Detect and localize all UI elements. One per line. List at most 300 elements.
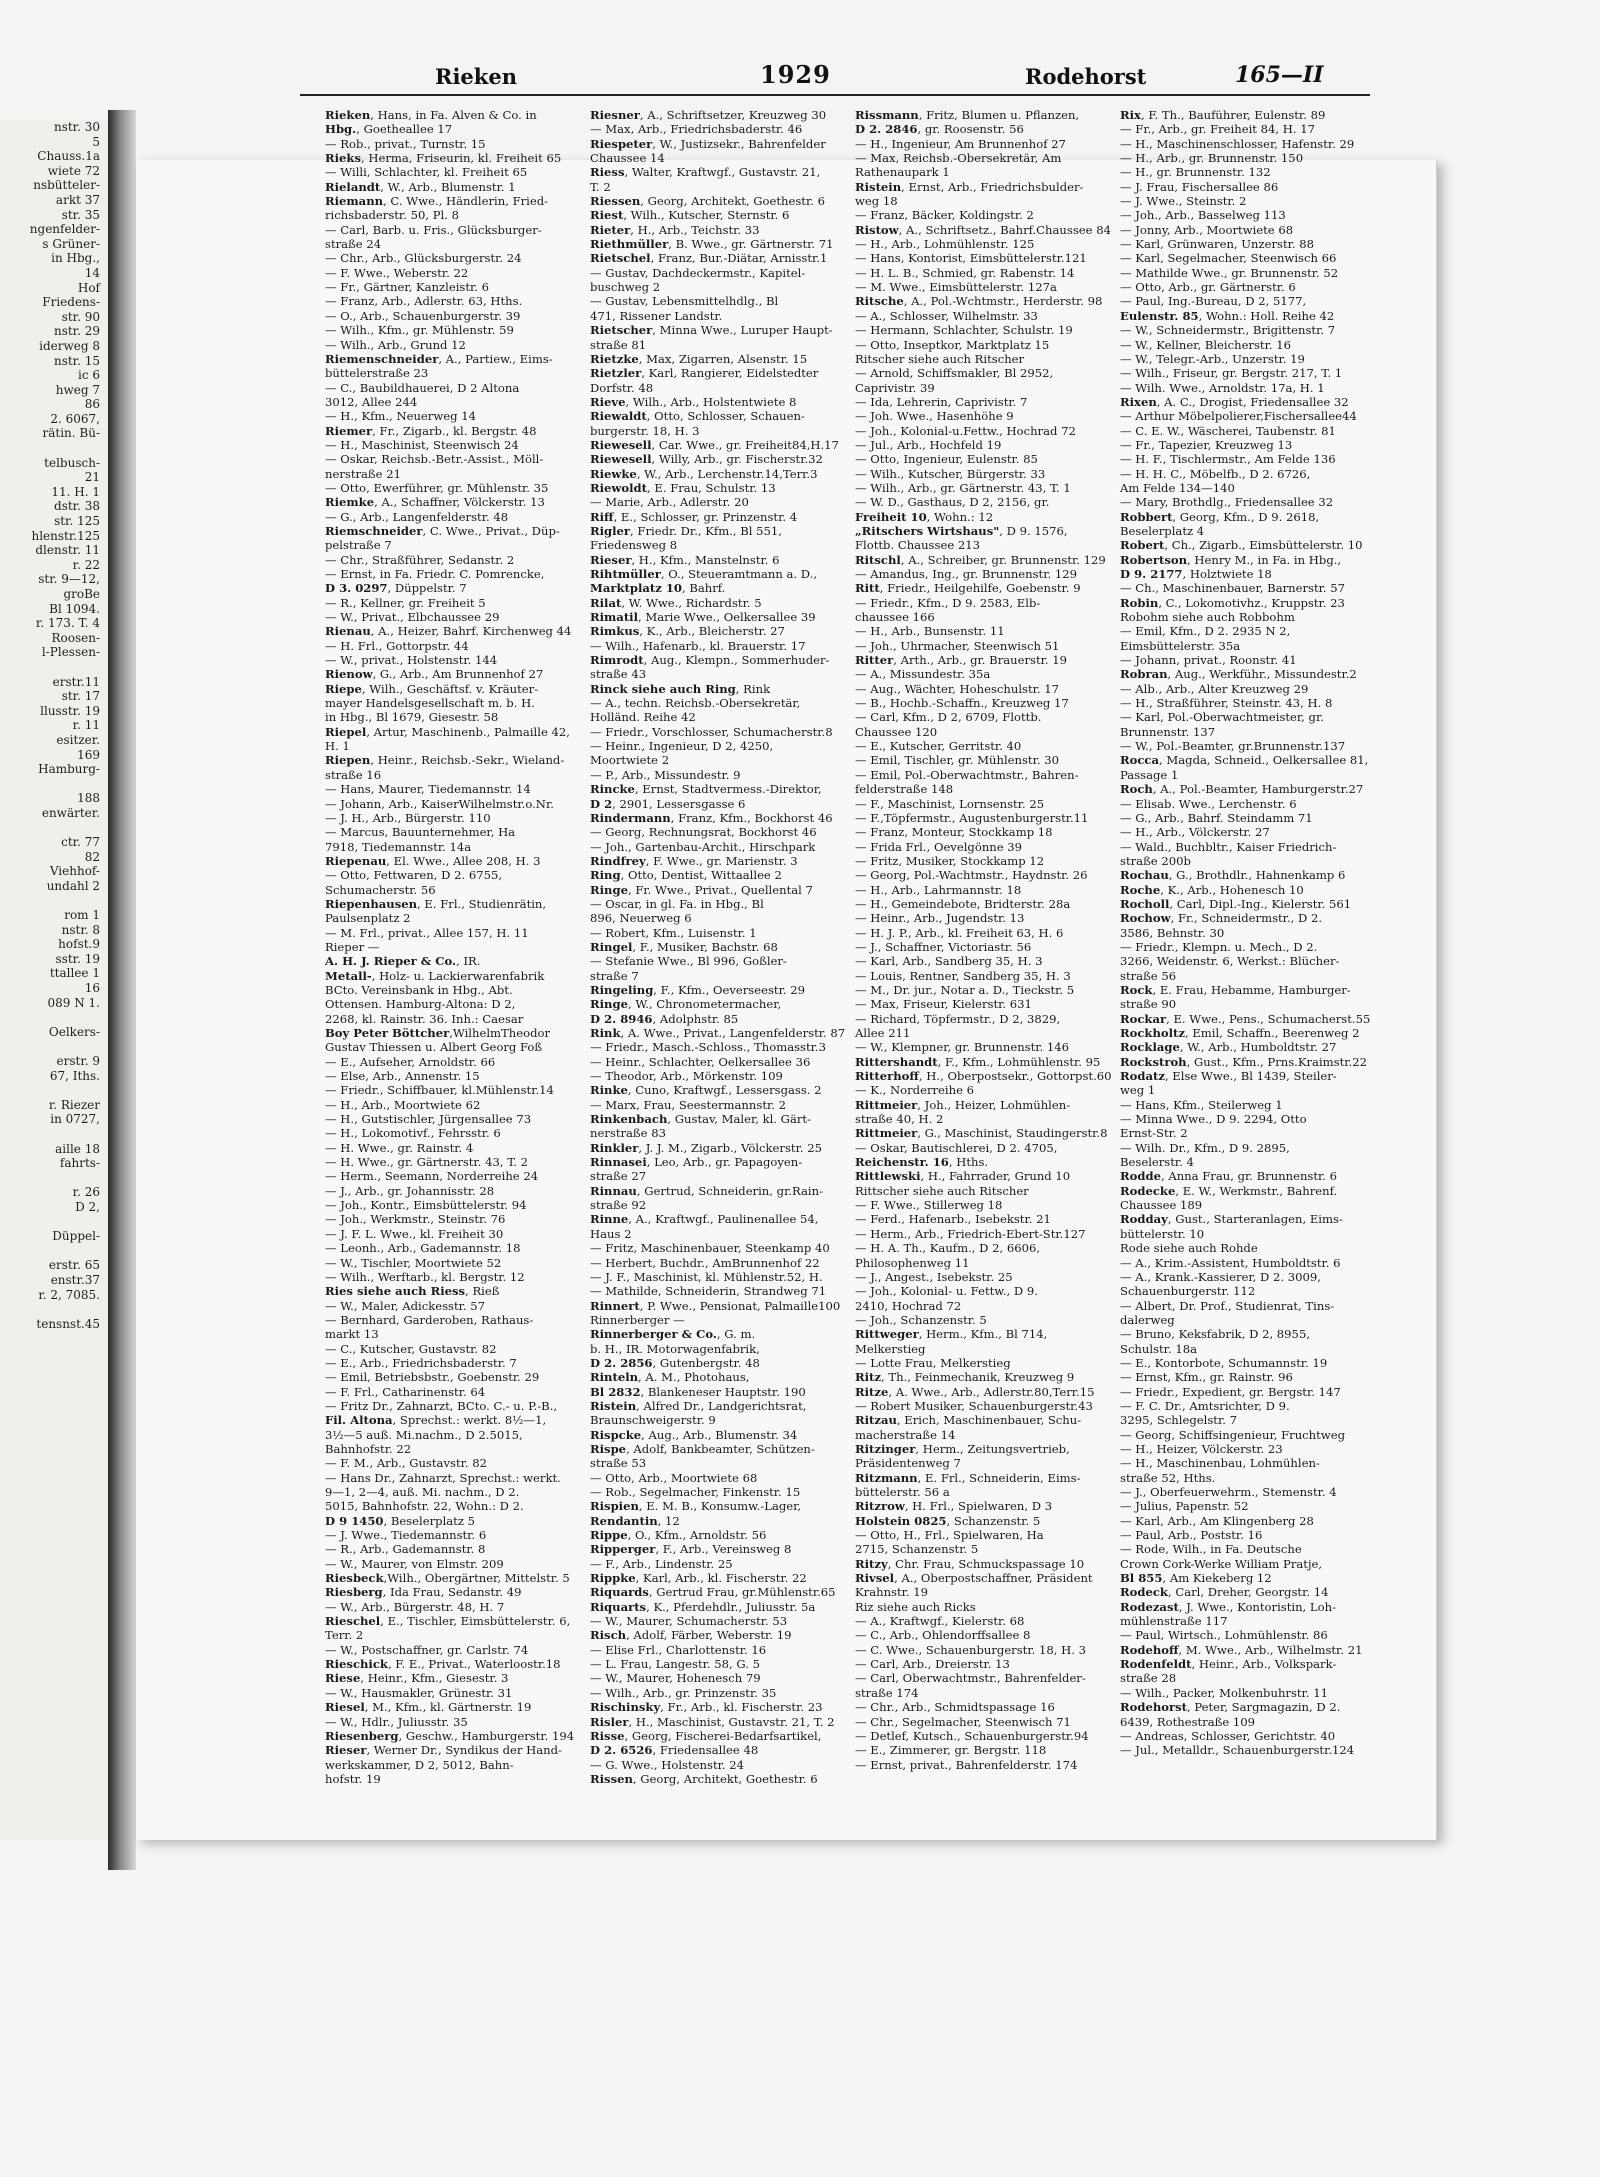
directory-entry: Allee 211 [855, 1026, 911, 1040]
directory-entry: Roch, A., Pol.-Beamter, Hamburgerstr.27 [1120, 782, 1364, 797]
directory-entry: Boy Peter Böttcher,WilhelmTheodor [325, 1026, 551, 1040]
directory-entry: — Marie, Arb., Adlerstr. 20 [590, 495, 749, 510]
directory-entry: — W., Pol.-Beamter, gr.Brunnenstr.137 [1120, 739, 1346, 754]
left-page-fragment: 2. 6067, [50, 411, 100, 426]
directory-entry: Riesner, A., Schriftsetzer, Kreuzweg 30 [590, 108, 827, 122]
directory-entry: straße 81 [590, 337, 647, 352]
directory-entry: Riz siehe auch Ricks [855, 1599, 976, 1614]
directory-entry: — Bruno, Keksfabrik, D 2, 8955, [1120, 1327, 1311, 1342]
directory-entry: — Joh. Wwe., Hasenhöhe 9 [855, 409, 1014, 424]
directory-entry: — Friedr., Expedient, gr. Bergstr. 147 [1120, 1384, 1341, 1399]
directory-entry: — J., Angest., Isebekstr. 25 [855, 1269, 1013, 1284]
directory-entry: 7918, Tiedemannstr. 14a [325, 839, 472, 854]
directory-entry: — Richard, Töpfermstr., D 2, 3829, [855, 1011, 1061, 1026]
left-page-fragment: Bl 1094. [49, 601, 100, 616]
directory-entry: Rieser, Werner Dr., Syndikus der Hand- [325, 1743, 562, 1758]
directory-entry: — Franz, Bäcker, Koldingstr. 2 [855, 208, 1034, 223]
directory-entry: — Joh., Schanzenstr. 5 [855, 1312, 987, 1327]
directory-entry: Reichenstr. 16, Hths. [855, 1155, 989, 1170]
directory-entry: — Fritz, Maschinenbauer, Steenkamp 40 [590, 1241, 830, 1256]
directory-entry: — C. Wwe., Schauenburgerstr. 18, H. 3 [855, 1642, 1086, 1657]
directory-entry: Dorfstr. 48 [590, 380, 654, 395]
directory-entry: Rockholtz, Emil, Schaffn., Beerenweg 2 [1120, 1026, 1360, 1040]
directory-entry: Rieser, H., Kfm., Manstelnstr. 6 [590, 552, 780, 567]
left-page-fragment: fahrts- [59, 1156, 100, 1171]
directory-entry: — W., Maurer, Schumacherstr. 53 [590, 1614, 788, 1629]
directory-entry: Rix, F. Th., Bauführer, Eulenstr. 89 [1120, 108, 1326, 122]
directory-entry: Ritsche, A., Pol.-Wchtmstr., Herderstr. 98 [855, 294, 1103, 309]
directory-entry: — Carl, Kfm., D 2, 6709, Flottb. [855, 710, 1042, 725]
directory-entry: Rietschel, Franz, Bur.-Diätar, Arnisstr.1 [590, 251, 828, 266]
directory-entry: — E., Aufseher, Arnoldstr. 66 [325, 1054, 496, 1069]
directory-entry: — H. Wwe., gr. Rainstr. 4 [325, 1140, 474, 1155]
directory-entry: — H., Arb., Lohmühlenstr. 125 [855, 237, 1035, 252]
left-page-fragment: Oelkers- [48, 1024, 100, 1039]
left-page-fragment: str. 35 [61, 207, 100, 222]
directory-entry: A. H. J. Rieper & Co., IR. [325, 954, 481, 969]
directory-entry: — A., Krim.-Assistent, Humboldtstr. 6 [1120, 1255, 1341, 1270]
directory-entry: — E., Zimmerer, gr. Bergstr. 118 [855, 1743, 1047, 1758]
directory-entry: — Wilh., Kutscher, Bürgerstr. 33 [855, 466, 1046, 481]
directory-entry: 3½—5 auß. Mi.nachm., D 2.5015, [325, 1427, 523, 1442]
directory-entry: — H., Heizer, Völckerstr. 23 [1120, 1441, 1283, 1456]
directory-entry: — Fritz Dr., Zahnarzt, BCto. C.- u. P.-B., [325, 1398, 558, 1413]
left-page-fragment [0, 1171, 108, 1186]
left-page-fragment [0, 660, 108, 675]
directory-entry: — Emil, Betriebsbstr., Goebenstr. 29 [325, 1370, 540, 1385]
left-page-fragment [0, 1083, 108, 1098]
directory-entry: — Mathilde Wwe., gr. Brunnenstr. 52 [1120, 265, 1339, 280]
directory-entry: Riemenschneider, A., Partiew., Eims- [325, 351, 553, 366]
directory-entry: — Hans, Kfm., Steilerweg 1 [1120, 1097, 1283, 1112]
directory-entry: — H., Arb., Völckerstr. 27 [1120, 825, 1270, 840]
directory-entry: — Max, Arb., Friedrichsbaderstr. 46 [590, 122, 803, 137]
directory-entry: Riespeter, W., Justizsekr., Bahrenfelder [590, 136, 826, 151]
directory-entry: — Mathilde, Schneiderin, Strandweg 71 [590, 1284, 827, 1299]
directory-entry: Rienow, G., Arb., Am Brunnenhof 27 [325, 667, 544, 682]
directory-entry: — W., privat., Holstenstr. 144 [325, 653, 498, 668]
left-page-fragment: wiete 72 [47, 163, 100, 178]
directory-entry: — Oskar, Bautischlerei, D 2. 4705, [855, 1140, 1058, 1155]
directory-entry: — Frida Frl., Oevelgönne 39 [855, 839, 1023, 854]
left-page-fragment: nstr. 29 [53, 324, 100, 339]
directory-entry: Schumacherstr. 56 [325, 882, 436, 897]
left-page-fragment [0, 777, 108, 792]
directory-entry: — Max, Reichsb.-Obersekretär, Am [855, 151, 1062, 166]
left-page-fragment: ttallee 1 [49, 966, 100, 981]
directory-entry: Rode siehe auch Rohde [1120, 1241, 1258, 1256]
directory-entry: Riemann, C. Wwe., Händlerin, Fried- [325, 194, 549, 209]
directory-entry: Rochau, G., Brothdlr., Hahnenkamp 6 [1120, 868, 1346, 883]
directory-entry: burgerstr. 18, H. 3 [590, 423, 700, 438]
left-page-fragment: 14 [84, 265, 100, 280]
directory-entry: Rodehoff, M. Wwe., Arb., Wilhelmstr. 21 [1120, 1642, 1363, 1657]
directory-entry: Rockstroh, Gust., Kfm., Prns.Kraimstr.22 [1120, 1054, 1367, 1069]
directory-entry: Rinnau, Gertrud, Schneiderin, gr.Rain- [590, 1183, 824, 1198]
left-page-fragment: r. 26 [72, 1185, 100, 1200]
directory-entry: Hbg., Goetheallee 17 [325, 122, 453, 137]
directory-entry: Rodatz, Else Wwe., Bl 1439, Steiler- [1120, 1069, 1337, 1084]
directory-entry: Ringeling, F., Kfm., Oeverseestr. 29 [590, 982, 805, 997]
directory-entry: — W., Tischler, Moortwiete 52 [325, 1255, 502, 1270]
directory-entry: — J. F., Maschinist, kl. Mühlenstr.52, H. [590, 1269, 823, 1284]
directory-entry: — W., Klempner, gr. Brunnenstr. 146 [855, 1040, 1070, 1055]
directory-entry: — Johann, Arb., KaiserWilhelmstr.o.Nr. [325, 796, 554, 811]
directory-entry: — J., Arb., gr. Johannisstr. 28 [325, 1183, 495, 1198]
directory-entry: Rissen, Georg, Architekt, Goethestr. 6 [590, 1771, 818, 1786]
directory-entry: — G., Arb., Bahrf. Steindamm 71 [1120, 810, 1313, 825]
directory-entry: Rodenfeldt, Heinr., Arb., Volkspark- [1120, 1657, 1337, 1672]
directory-entry: Philosophenweg 11 [855, 1255, 970, 1270]
directory-entry: 5015, Bahnhofstr. 22, Wohn.: D 2. [325, 1499, 524, 1514]
left-page-fragment: 16 [84, 981, 100, 996]
directory-entry: — Ferd., Hafenarb., Isebekstr. 21 [855, 1212, 1051, 1227]
directory-entry: Ritzrow, H. Frl., Spielwaren, D 3 [855, 1499, 1053, 1514]
left-page-fragment: s Grüner- [42, 236, 100, 251]
left-page-fragment: Chauss.1a [37, 149, 100, 164]
directory-entry: — Ernst, Kfm., gr. Rainstr. 96 [1120, 1370, 1293, 1385]
directory-entry: — F., Arb., Lindenstr. 25 [590, 1556, 733, 1571]
left-page-fragment: 86 [84, 397, 100, 412]
left-page-fragment: Hamburg- [38, 762, 100, 777]
left-page-fragment [0, 1010, 108, 1025]
directory-entry: Robert, Ch., Zigarb., Eimsbüttelerstr. 10 [1120, 538, 1363, 553]
directory-entry: Brunnenstr. 137 [1120, 724, 1216, 739]
directory-entry: Am Felde 134—140 [1120, 480, 1235, 495]
left-page-fragment: sstr. 19 [55, 951, 100, 966]
directory-entry: — H., Maschinist, Steenwisch 24 [325, 437, 519, 452]
directory-entry: — R., Arb., Gademannstr. 8 [325, 1542, 486, 1557]
directory-entry: Riethmüller, B. Wwe., gr. Gärtnerstr. 71 [590, 237, 834, 252]
directory-entry: dalerweg [1120, 1312, 1175, 1327]
directory-entry: Riepen, Heinr., Reichsb.-Sekr., Wieland- [325, 753, 565, 768]
directory-entry: — Marcus, Bauunternehmer, Ha [325, 825, 516, 840]
directory-entry: — Friedr., Vorschlosser, Schumacherstr.8 [590, 724, 833, 739]
directory-entry: Rodday, Gust., Starteranlagen, Eims- [1120, 1212, 1343, 1227]
directory-entry: Ringe, Fr. Wwe., Privat., Quellental 7 [590, 882, 813, 897]
directory-entry: — H., Gemeindebote, Bridterstr. 28a [855, 896, 1071, 911]
left-page-fragment: r. 2, 7085. [38, 1287, 100, 1302]
left-page-fragment: llusstr. 19 [40, 703, 100, 718]
directory-entry: Rixen, A. C., Drogist, Friedensallee 32 [1120, 394, 1349, 409]
directory-entry: — Wilh., Arb., gr. Gärtnerstr. 43, T. 1 [855, 480, 1071, 495]
directory-entry: — Wilh., Packer, Molkenbuhrstr. 11 [1120, 1685, 1328, 1700]
directory-entry: — H., Lokomotivf., Fehrsstr. 6 [325, 1126, 501, 1141]
directory-entry: Eimsbüttelerstr. 35a [1120, 638, 1241, 653]
directory-entry: Terr. 2 [325, 1628, 364, 1643]
left-page-fragment [0, 441, 108, 456]
directory-entry: Rathenaupark 1 [855, 165, 950, 180]
directory-entry: Chaussee 189 [1120, 1198, 1203, 1213]
directory-entry: — Arthur Möbelpolierer,Fischersallee44 [1120, 409, 1357, 424]
directory-entry: Rendantin, 12 [590, 1513, 680, 1528]
directory-entry: — H., Gutstischler, Jürgensallee 73 [325, 1112, 532, 1127]
directory-entry: Rindfrey, F. Wwe., gr. Marienstr. 3 [590, 853, 798, 868]
directory-entry: Rinnasei, Leo, Arb., gr. Papagoyen- [590, 1155, 803, 1170]
directory-entry: — H., Arb., Lahrmannstr. 18 [855, 882, 1022, 897]
directory-entry: mühlenstraße 117 [1120, 1614, 1228, 1629]
directory-entry: — Carl, Arb., Dreierstr. 13 [855, 1657, 1010, 1672]
directory-entry: Rocklage, W., Arb., Humboldtstr. 27 [1120, 1040, 1337, 1055]
directory-entry: — Bernhard, Garderoben, Rathaus- [325, 1312, 534, 1327]
directory-entry: — W., Postschaffner, gr. Carlstr. 74 [325, 1642, 529, 1657]
directory-entry: — Carl, Oberwachtmstr., Bahrenfelder- [855, 1671, 1086, 1686]
directory-entry: — Joh., Kolonial-u.Fettw., Hochrad 72 [855, 423, 1076, 438]
directory-entry: — J. Wwe., Steinstr. 2 [1120, 194, 1247, 209]
directory-entry: Ritzau, Erich, Maschinenbauer, Schu- [855, 1413, 1082, 1428]
directory-entry: Rietzler, Karl, Rangierer, Eidelstedter [590, 366, 819, 381]
left-page-fragment: Viehhof- [49, 864, 100, 879]
directory-entry: Rodde, Anna Frau, gr. Brunnenstr. 6 [1120, 1169, 1338, 1184]
directory-entry: Robran, Aug., Werkführ., Missundestr.2 [1120, 667, 1357, 682]
directory-entry: — Karl, Arb., Am Klingenberg 28 [1120, 1513, 1314, 1528]
directory-entry: — Minna Wwe., D 9. 2294, Otto [1120, 1112, 1307, 1127]
directory-entry: — Ernst, in Fa. Friedr. C. Pomrencke, [325, 567, 545, 581]
directory-entry: Rispcke, Aug., Arb., Blumenstr. 34 [590, 1427, 798, 1442]
directory-entry: — H. H. C., Möbelfb., D 2. 6726, [1120, 466, 1311, 481]
directory-entry: — H. L. B., Schmied, gr. Rabenstr. 14 [855, 265, 1075, 280]
directory-entry: nerstraße 21 [325, 466, 401, 481]
directory-entry: Riesbeck,Wilh., Obergärtner, Mittelstr. 5 [325, 1571, 570, 1586]
directory-entry: 471, Rissener Landstr. [590, 308, 723, 323]
directory-entry: straße 27 [590, 1169, 647, 1184]
directory-entry: Eulenstr. 85, Wohn.: Holl. Reihe 42 [1120, 308, 1335, 323]
directory-entry: Ritz, Th., Feinmechanik, Kreuzweg 9 [855, 1370, 1075, 1385]
directory-entry: hofstr. 19 [325, 1771, 381, 1786]
left-page-fragment: hweg 7 [55, 382, 100, 397]
directory-entry: — Emil, Tischler, gr. Mühlenstr. 30 [855, 753, 1059, 768]
directory-entry: Riemschneider, C. Wwe., Privat., Düp- [325, 523, 560, 538]
directory-entry: Ottensen. Hamburg-Altona: D 2, [325, 997, 516, 1012]
directory-entry: — Karl, Grünwaren, Unzerstr. 88 [1120, 237, 1315, 252]
header-first-name: Rieken [435, 64, 517, 89]
directory-entry: — Joh., Werkmstr., Steinstr. 76 [325, 1212, 506, 1227]
directory-entry: Rodeck, Carl, Dreher, Georgstr. 14 [1120, 1585, 1329, 1600]
directory-entry: Marktplatz 10, Bahrf. [590, 581, 726, 596]
directory-entry: Rinke, Cuno, Kraftwgf., Lessersgass. 2 [590, 1083, 822, 1098]
directory-entry: — Aug., Wächter, Hoheschulstr. 17 [855, 681, 1060, 696]
directory-entry: Ritze, A. Wwe., Arb., Adlerstr.80,Terr.15 [855, 1384, 1095, 1399]
directory-entry: — Max, Friseur, Kielerstr. 631 [855, 997, 1032, 1012]
left-page-fragment: arkt 37 [55, 192, 100, 207]
left-page-fragment: undahl 2 [46, 878, 100, 893]
left-page-fragment [0, 893, 108, 908]
directory-entry: Holländ. Reihe 42 [590, 710, 696, 725]
directory-entry: felderstraße 148 [855, 782, 954, 797]
directory-entry: — Gustav, Lebensmittelhdlg., Bl [590, 294, 779, 309]
directory-entry: D 2. 2856, Gutenbergstr. 48 [590, 1355, 760, 1370]
directory-entry: — Wilh. Wwe., Arnoldstr. 17a, H. 1 [1120, 380, 1325, 395]
directory-entry: straße 56 [1120, 968, 1177, 983]
directory-entry: — H., Arb., Bunsenstr. 11 [855, 624, 1005, 639]
directory-column-3 [855, 108, 1112, 1772]
directory-entry: — H., Ingenieur, Am Brunnenhof 27 [855, 136, 1066, 151]
directory-entry: nerstraße 83 [590, 1126, 666, 1141]
directory-entry: — Otto, H., Frl., Spielwaren, Ha [855, 1528, 1044, 1543]
directory-entry: — Otto, Ingenieur, Eulenstr. 85 [855, 452, 1038, 467]
left-page-fragment: erstr. 9 [56, 1054, 100, 1068]
directory-entry: D 3. 0297, Düppelstr. 7 [325, 581, 467, 596]
directory-entry: mayer Handelsgesellschaft m. b. H. [325, 696, 535, 711]
left-page-fragment: hlenstr.125 [31, 528, 100, 543]
directory-entry: — Emil, Pol.-Oberwachtmstr., Bahren- [855, 767, 1079, 782]
directory-entry: — Herm., Seemann, Norderreihe 24 [325, 1169, 539, 1184]
directory-entry: Robohm siehe auch Robbohm [1120, 610, 1295, 625]
directory-entry: buschweg 2 [590, 280, 661, 295]
directory-entry: — Paul, Arb., Poststr. 16 [1120, 1528, 1263, 1543]
directory-entry: Rispien, E. M. B., Konsumw.-Lager, [590, 1499, 802, 1514]
left-page-fragment: tensnst.45 [36, 1316, 100, 1331]
header-last-name: Rodehorst [1025, 64, 1147, 89]
directory-entry: Flottb. Chaussee 213 [855, 538, 980, 553]
left-page-fragment: 21 [84, 470, 100, 485]
directory-entry: — W., Telegr.-Arb., Unzerstr. 19 [1120, 351, 1305, 366]
directory-entry: — Friedr., Masch.-Schloss., Thomasstr.3 [590, 1040, 826, 1055]
directory-entry: Crown Cork-Werke William Pratje, [1120, 1556, 1323, 1571]
directory-entry: D 2. 6526, Friedensallee 48 [590, 1743, 759, 1758]
directory-entry: straße 7 [590, 968, 639, 983]
directory-entry: Riesenberg, Geschw., Hamburgerstr. 194 [325, 1728, 575, 1743]
left-page-fragment: iderweg 8 [39, 338, 100, 353]
left-page-fragment: nstr. 8 [61, 922, 100, 937]
directory-entry: Ripperger, F., Arb., Vereinsweg 8 [590, 1542, 792, 1557]
left-page-fragment: 82 [84, 849, 100, 864]
directory-entry: — M. Wwe., Eimsbüttelerstr. 127a [855, 280, 1057, 295]
directory-entry: Riewaldt, Otto, Schlosser, Schauen- [590, 409, 805, 424]
directory-entry: Rietscher, Minna Wwe., Luruper Haupt- [590, 323, 833, 338]
directory-entry: Riff, E., Schlosser, gr. Prinzenstr. 4 [590, 509, 798, 524]
directory-entry: — J. Frau, Fischersallee 86 [1120, 179, 1279, 194]
directory-entry: — J. H., Arb., Bürgerstr. 110 [325, 810, 491, 825]
directory-entry: 2410, Hochrad 72 [855, 1298, 962, 1313]
directory-entry: — Franz, Arb., Adlerstr. 63, Hths. [325, 294, 523, 309]
left-page-edge [0, 120, 111, 1840]
directory-entry: — Chr., Segelmacher, Steenwisch 71 [855, 1714, 1071, 1729]
directory-entry: — Ida, Lehrerin, Caprivistr. 7 [855, 394, 1028, 409]
directory-entry: — F.,Töpfermstr., Augustenburgerstr.11 [855, 810, 1089, 825]
directory-entry: — Jonny, Arb., Moortwiete 68 [1120, 222, 1294, 237]
directory-entry: Riquards, Gertrud Frau, gr.Mühlenstr.65 [590, 1585, 836, 1600]
directory-entry: Ring, Otto, Dentist, Wittaallee 2 [590, 868, 782, 883]
directory-entry: Riesel, M., Kfm., kl. Gärtnerstr. 19 [325, 1700, 532, 1715]
directory-entry: 3266, Weidenstr. 6, Werkst.: Blücher- [1120, 954, 1340, 969]
directory-column-2 [590, 108, 846, 1786]
directory-entry: Rittmeier, G., Maschinist, Staudingerstr.8 [855, 1126, 1108, 1141]
directory-entry: 2268, kl. Rainstr. 36. Inh.: Caesar [325, 1011, 524, 1026]
directory-entry: 6439, Rothestraße 109 [1120, 1714, 1256, 1729]
directory-entry: — Stefanie Wwe., Bl 996, Goßler- [590, 954, 787, 969]
directory-entry: — Herm., Arb., Friedrich-Ebert-Str.127 [855, 1226, 1086, 1241]
left-page-fragment: ctr. 77 [61, 835, 100, 850]
left-page-fragment: str. 125 [54, 514, 100, 529]
left-page-fragment: nsbütteler- [33, 178, 100, 193]
directory-entry: Moortwiete 2 [590, 753, 670, 768]
directory-entry: Rietzke, Max, Zigarren, Alsenstr. 15 [590, 351, 808, 366]
directory-entry: — Chr., Straßführer, Sedanstr. 2 [325, 552, 515, 567]
directory-entry: — Wilh., Arb., Grund 12 [325, 337, 466, 352]
directory-entry: — W., Hausmakler, Grünestr. 31 [325, 1685, 513, 1700]
directory-entry: Rochow, Fr., Schneidermstr., D 2. [1120, 911, 1323, 926]
directory-entry: — Else, Arb., Annenstr. 15 [325, 1069, 480, 1084]
directory-entry: Ritschl, A., Schreiber, gr. Brunnenstr. 129 [855, 552, 1106, 567]
directory-entry: — Fritz, Musiker, Stockkamp 12 [855, 853, 1045, 868]
directory-entry: — Emil, Kfm., D 2. 2935 N 2, [1120, 624, 1291, 639]
directory-entry: — F. Wwe., Stillerweg 18 [855, 1198, 1003, 1213]
directory-entry: Rocholl, Carl, Dipl.-Ing., Kielerstr. 561 [1120, 896, 1352, 911]
directory-entry: in Hbg., Bl 1679, Giesestr. 58 [325, 710, 499, 725]
directory-entry: Rockar, E. Wwe., Pens., Schumacherst.55 [1120, 1011, 1371, 1026]
left-page-fragment: in 0727, [50, 1112, 100, 1127]
left-page-fragment: nstr. 30 [53, 120, 100, 134]
directory-entry: Rieken, Hans, in Fa. Alven & Co. in [325, 108, 537, 122]
directory-entry: — J., Schaffner, Victoriastr. 56 [855, 939, 1032, 954]
left-page-fragment: ngenfelder- [29, 222, 100, 237]
directory-entry: — W., Maurer, von Elmstr. 209 [325, 1556, 504, 1571]
directory-entry: markt 13 [325, 1327, 379, 1342]
left-page-fragment: r. Riezer [48, 1097, 100, 1112]
directory-entry: macherstraße 14 [855, 1427, 956, 1442]
directory-entry: Rink, A. Wwe., Privat., Langenfelderstr. 87 [590, 1026, 846, 1040]
directory-entry: Riesberg, Ida Frau, Sedanstr. 49 [325, 1585, 522, 1600]
directory-entry: Rimrodt, Aug., Klempn., Sommerhuder- [590, 653, 830, 668]
directory-entry: — Hans, Maurer, Tiedemannstr. 14 [325, 782, 531, 797]
directory-entry: straße 174 [855, 1685, 919, 1700]
directory-entry: — K., Norderreihe 6 [855, 1083, 974, 1098]
directory-entry: Rigler, Friedr. Dr., Kfm., Bl 551, [590, 523, 782, 538]
left-page-fragment: str. 17 [61, 689, 100, 704]
directory-entry: Rinck siehe auch Ring, Rink [590, 681, 771, 696]
directory-entry: — F. Frl., Catharinenstr. 64 [325, 1384, 486, 1399]
directory-entry: straße 92 [590, 1198, 647, 1213]
directory-entry: Risler, H., Maschinist, Gustavstr. 21, T. 2 [590, 1714, 835, 1729]
directory-entry: — H. F., Tischlermstr., Am Felde 136 [1120, 452, 1336, 467]
directory-entry: — Franz, Monteur, Stockkamp 18 [855, 825, 1053, 840]
directory-entry: Rihtmüller, O., Steueramtmann a. D., [590, 567, 818, 581]
directory-entry: richsbaderstr. 50, Pl. 8 [325, 208, 459, 223]
directory-entry: — Wilh., Friseur, gr. Bergstr. 217, T. 1 [1120, 366, 1343, 381]
directory-entry: Bl 2832, Blankeneser Hauptstr. 190 [590, 1384, 806, 1399]
directory-entry: D 9. 2177, Holztwiete 18 [1120, 567, 1272, 581]
directory-entry: Metall-, Holz- u. Lackierwarenfabrik [325, 968, 545, 983]
directory-entry: — Otto, Arb., Moortwiete 68 [590, 1470, 758, 1485]
directory-entry: — Wilh. Dr., Kfm., D 9. 2895, [1120, 1140, 1290, 1155]
directory-entry: — W., Privat., Elbchaussee 29 [325, 610, 500, 625]
directory-entry: Riepel, Artur, Maschinenb., Palmaille 42, [325, 724, 570, 739]
directory-entry: — Chr., Arb., Schmidtspassage 16 [855, 1700, 1055, 1715]
directory-entry: Rodecke, E. W., Werkmstr., Bahrenf. [1120, 1183, 1338, 1198]
directory-entry: — Friedr., Schiffbauer, kl.Mühlenstr.14 [325, 1083, 554, 1098]
directory-entry: Schulstr. 18a [1120, 1341, 1197, 1356]
directory-entry: — Wald., Buchbltr., Kaiser Friedrich- [1120, 839, 1337, 854]
directory-entry: — Joh., Kolonial- u. Fettw., D 9. [855, 1284, 1038, 1299]
directory-entry: weg 1 [1120, 1083, 1156, 1098]
directory-entry: Paulsenplatz 2 [325, 911, 411, 926]
directory-entry: — Friedr., Klempn. u. Mech., D 2. [1120, 939, 1318, 954]
directory-entry: Rittmeier, Joh., Heizer, Lohmühlen- [855, 1097, 1071, 1112]
directory-entry: — H. J. P., Arb., kl. Freiheit 63, H. 6 [855, 925, 1064, 940]
directory-entry: Rinnerberger — [590, 1312, 685, 1327]
directory-entry: — Amandus, Ing., gr. Brunnenstr. 129 [855, 567, 1077, 581]
directory-entry: Fil. Altona, Sprechst.: werkt. 8½—1, [325, 1413, 547, 1428]
left-page-fragment: Düppel- [52, 1229, 100, 1244]
left-page-fragment: hofst.9 [58, 937, 100, 952]
left-page-fragment: l-Plessen- [41, 645, 100, 660]
left-page-fragment: rätin. Bü- [42, 426, 100, 441]
directory-entry: — Ch., Maschinenbauer, Barnerstr. 57 [1120, 581, 1346, 596]
directory-entry: 9—1, 2—4, auß. Mi. nachm., D 2. [325, 1485, 520, 1499]
left-page-fragment: 67, Iths. [49, 1068, 100, 1083]
left-page-fragment: dlenstr. 11 [35, 543, 100, 558]
